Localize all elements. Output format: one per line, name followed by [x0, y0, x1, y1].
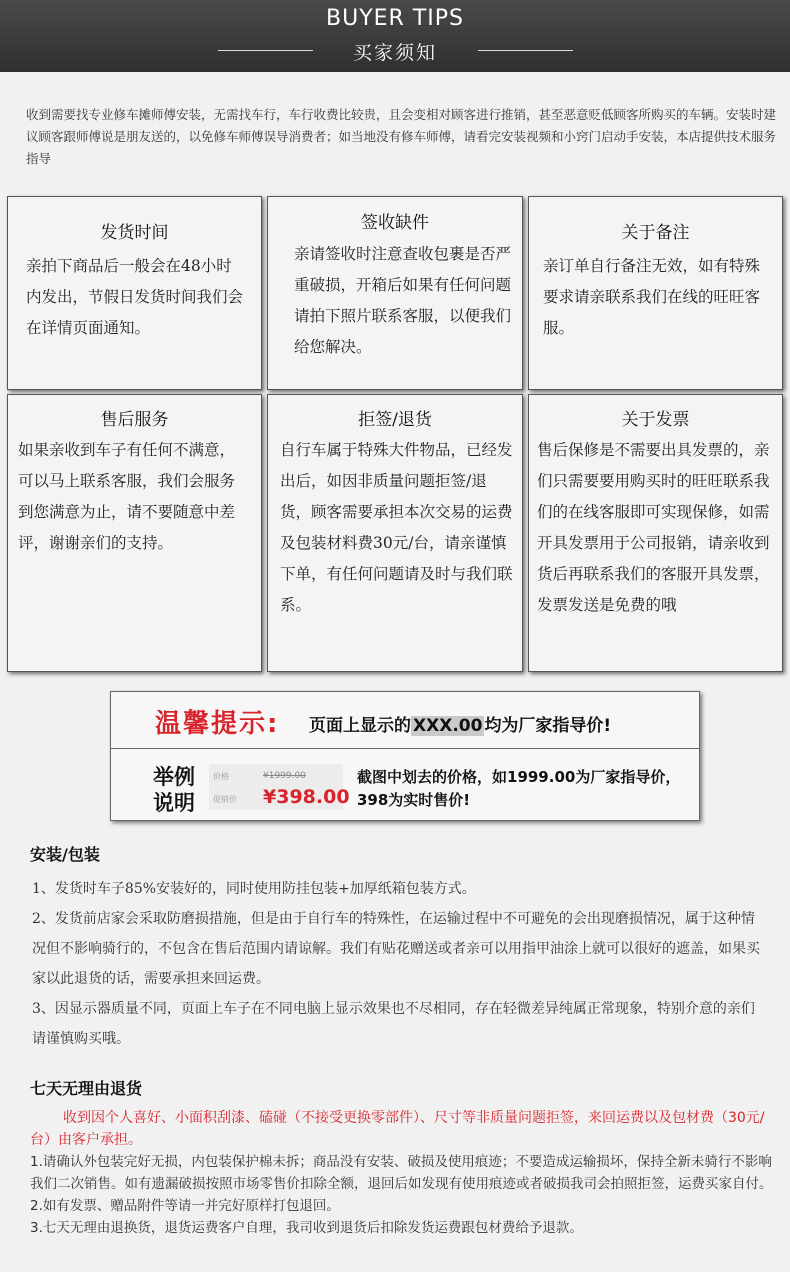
returns-rule-item: 3.七天无理由退换货，退货运费客户自理，我司收到退货后扣除发货运费跟包材费给予退款。: [30, 1220, 583, 1236]
header-divider-right: [478, 50, 573, 51]
price-tip-panel: [110, 691, 700, 821]
install-item: 2、发货前店家会采取防磨损措施，但是由于自行车的特殊性，在运输过程中不可避免的会出现磨损情况，属于这种情况但不影响骑行的，不包含在售后范围内请谅解。我们有贴花赠送或者亲可以用指甲油涂上就可以很好的遮盖，如果买家以此退货的话，需要承担来回运费。: [32, 911, 760, 987]
info-box-missing-parts: [267, 196, 523, 390]
returns-rule-item: 1.请确认外包装完好无损，内包装保护棉未拆；商品没有安装、破损及使用痕迹；不要造成运输损坏，保持全新未骑行不影响我们二次销售。如有遗漏破损按照市场零售价扣除全额，退回后如发现有使用痕迹或者破损我司会拍照拒签，运费买家自付。: [30, 1154, 773, 1192]
install-section-body: [32, 874, 767, 1054]
price-notice: [309, 711, 611, 736]
original-price: ¥1999.00: [263, 771, 306, 781]
price-label: 价格: [213, 772, 229, 781]
box-body: 自行车属于特殊大件物品，已经发出后，如因非质量问题拒签/退货，顾客需要承担本次交易的运费及包装材料费30元/台，请亲谨慎下单，有任何问题请及时与我们联系。: [280, 441, 513, 614]
box-title: 拒签/退货: [358, 410, 432, 430]
price-notice-xxx: XXX.00: [413, 716, 483, 736]
returns-rule-item: 2.如有发票、赠品附件等请一并完好原样打包退回。: [30, 1198, 340, 1214]
info-box-invoice: [528, 394, 783, 672]
price-example-box: [209, 764, 350, 810]
price-tip-header: [111, 692, 699, 749]
example-label: [153, 764, 195, 816]
box-body: 亲拍下商品后一般会在48小时内发出，节假日发货时间我们会在详情页面通知。: [26, 257, 244, 337]
price-notice-suffix: 均为厂家指导价!: [484, 716, 612, 736]
box-title: 售后服务: [100, 410, 169, 430]
box-body: 亲请签收时注意查收包裹是否严重破损，开箱后如果有任何问题请拍下照片联系客服，以便我们给您解决。: [294, 245, 512, 356]
box-title: 关于发票: [621, 410, 690, 430]
info-box-shipping-time: [7, 196, 262, 390]
price-notice-prefix: 页面上显示的: [309, 716, 411, 736]
price-explanation: 截图中划去的价格，如1999.00为厂家指导价，398为实时售价!: [357, 768, 681, 809]
install-section-title: 安装/包装: [30, 845, 100, 864]
box-title: 关于备注: [621, 223, 690, 243]
box-body: 如果亲收到车子有任何不满意，可以马上联系客服，我们会服务到您满意为止，请不要随意中差评，谢谢亲们的支持。: [18, 441, 236, 552]
install-item: 1、发货时车子85%安装好的，同时使用防挂包装+加厚纸箱包装方式。: [32, 881, 476, 897]
example-label-line1: 举例: [153, 765, 195, 789]
example-label-line2: 说明: [153, 791, 195, 815]
box-body: 售后保修是不需要出具发票的，亲们只需要要用购买时的旺旺联系我们的在线客服即可实现保修，如需开具发票用于公司报销，请亲收到货后再联系我们的客服开具发票，发票发送是免费的哦: [537, 441, 770, 614]
info-box-refuse-return: [267, 394, 523, 672]
box-title: 签收缺件: [361, 213, 429, 233]
box-body: 亲订单自行备注无效，如有特殊要求请亲联系我们在线的旺旺客服。: [543, 257, 761, 337]
box-title: 发货时间: [100, 223, 169, 243]
info-box-order-notes: [528, 196, 783, 390]
header-banner: [0, 0, 790, 72]
returns-section-title: 七天无理由退货: [30, 1079, 143, 1098]
info-box-after-sales: [7, 394, 262, 672]
header-title-en: BUYER TIPS: [326, 6, 464, 31]
returns-rules: [30, 1151, 775, 1239]
promo-price-label: 促销价: [213, 795, 237, 804]
install-item: 3、因显示器质量不同，页面上车子在不同电脑上显示效果也不尽相同，存在轻微差异纯属正常现象，特别介意的亲们请谨慎购买哦。: [32, 1001, 755, 1047]
header-title-cn: 买家须知: [352, 42, 437, 64]
warm-tip-label: 温馨提示:: [155, 709, 280, 739]
returns-warning: 收到因个人喜好、小面积刮漆、磕碰（不接受更换零部件）、尺寸等非质量问题拒签，来回运费以及包材费（30元/台）由客户承担。: [30, 1110, 765, 1148]
intro-paragraph: 收到需要找专业修车摊师傅安装，无需找车行，车行收费比较贵，且会变相对顾客进行推销，甚至恶意贬低顾客所购买的车辆。安装时建议顾客跟师傅说是朋友送的，以免修车师傅误导消费者；如当地没有修车师傅，请看完安装视频和小窍门启动手安装，本店提供技术服务指导: [26, 107, 777, 166]
promo-price: ¥398.00: [263, 786, 350, 808]
